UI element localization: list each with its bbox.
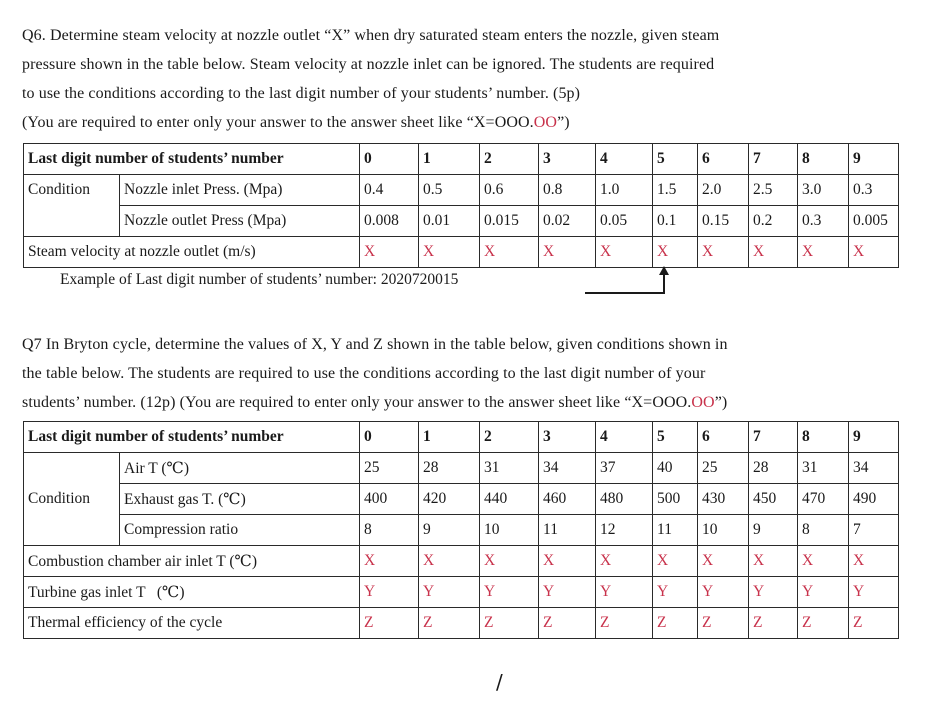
q7-air-row	[24, 453, 899, 484]
q7-y-unknown: Y	[698, 577, 749, 608]
q7-efficiency-label: Thermal efficiency of the cycle	[24, 608, 360, 639]
q6-velocity-unknown: X	[798, 237, 849, 268]
q7-z-unknown: Z	[539, 608, 596, 639]
q6-outlet-value: 0.01	[419, 206, 480, 237]
q7-digit: 6	[698, 422, 749, 453]
q7-air-label: Air T (℃)	[120, 453, 360, 484]
q6-inlet-value: 0.8	[539, 175, 596, 206]
q7-air-value: 34	[539, 453, 596, 484]
q6-outlet-value: 0.02	[539, 206, 596, 237]
q6-outlet-value: 0.008	[360, 206, 419, 237]
q7-ratio-row	[24, 515, 899, 546]
q7-ratio-value: 8	[360, 515, 419, 546]
q7-line-2: the table below. The students are required to use the conditions according to the last digit number of your	[22, 365, 706, 382]
q7-line-1: Q7 In Bryton cycle, determine the values of X, Y and Z shown in the table below, given conditions shown in	[22, 336, 728, 353]
q7-z-unknown: Z	[849, 608, 899, 639]
q7-combustion-row	[24, 546, 899, 577]
q7-x-unknown: X	[480, 546, 539, 577]
q7-exhaust-value: 470	[798, 484, 849, 515]
q7-digit: 0	[360, 422, 419, 453]
q7-digit: 9	[849, 422, 899, 453]
q7-exhaust-value: 460	[539, 484, 596, 515]
q7-x-unknown: X	[419, 546, 480, 577]
q7-air-value: 34	[849, 453, 899, 484]
q6-digit: 6	[698, 144, 749, 175]
q6-digit: 8	[798, 144, 849, 175]
q6-outlet-label: Nozzle outlet Press (Mpa)	[120, 206, 360, 237]
q7-z-unknown: Z	[360, 608, 419, 639]
q7-air-value: 37	[596, 453, 653, 484]
q7-condition-label: Condition	[24, 453, 120, 546]
q7-answer-format-suffix: ”)	[714, 394, 728, 411]
q7-air-value: 31	[480, 453, 539, 484]
q7-conditions-table	[23, 421, 899, 639]
q7-digit: 7	[749, 422, 798, 453]
q6-velocity-unknown: X	[419, 237, 480, 268]
q7-x-unknown: X	[798, 546, 849, 577]
q7-x-unknown: X	[849, 546, 899, 577]
q7-y-unknown: Y	[480, 577, 539, 608]
q7-ratio-value: 11	[539, 515, 596, 546]
q6-line-2: pressure shown in the table below. Steam velocity at nozzle inlet can be ignored. The students are required	[22, 56, 715, 73]
q6-inlet-value: 1.0	[596, 175, 653, 206]
q7-ratio-value: 8	[798, 515, 849, 546]
q6-example-label: Example of Last digit number of students’ number:	[60, 271, 381, 288]
q6-outlet-value: 0.3	[798, 206, 849, 237]
q7-turbine-row	[24, 577, 899, 608]
q7-ratio-value: 10	[698, 515, 749, 546]
q7-y-unknown: Y	[798, 577, 849, 608]
q7-exhaust-value: 420	[419, 484, 480, 515]
q6-velocity-unknown: X	[849, 237, 899, 268]
q7-ratio-label: Compression ratio	[120, 515, 360, 546]
q7-z-unknown: Z	[798, 608, 849, 639]
q7-exhaust-value: 440	[480, 484, 539, 515]
q6-inlet-value: 0.4	[360, 175, 419, 206]
q6-velocity-unknown: X	[480, 237, 539, 268]
q7-digit: 8	[798, 422, 849, 453]
q7-air-value: 25	[360, 453, 419, 484]
q6-velocity-unknown: X	[539, 237, 596, 268]
q6-inlet-value: 1.5	[653, 175, 698, 206]
q7-y-unknown: Y	[849, 577, 899, 608]
q6-outlet-value: 0.15	[698, 206, 749, 237]
q7-ratio-value: 9	[749, 515, 798, 546]
q6-outlet-value: 0.05	[596, 206, 653, 237]
q7-z-unknown: Z	[698, 608, 749, 639]
q6-condition-label: Condition	[24, 175, 120, 237]
q7-efficiency-row	[24, 608, 899, 639]
q6-outlet-value: 0.005	[849, 206, 899, 237]
q6-digit: 9	[849, 144, 899, 175]
q7-exhaust-value: 400	[360, 484, 419, 515]
q6-inlet-value: 0.3	[849, 175, 899, 206]
q7-digit: 1	[419, 422, 480, 453]
q6-answer-format-int: OOO.	[494, 114, 534, 131]
q6-velocity-unknown: X	[653, 237, 698, 268]
q7-ratio-value: 9	[419, 515, 480, 546]
q7-header-label: Last digit number of students’ number	[24, 422, 360, 453]
q7-exhaust-value: 490	[849, 484, 899, 515]
q6-example-number: 2020720015	[380, 271, 459, 288]
q7-exhaust-value: 500	[653, 484, 698, 515]
q6-velocity-unknown: X	[360, 237, 419, 268]
q7-y-unknown: Y	[749, 577, 798, 608]
q7-air-value: 25	[698, 453, 749, 484]
q7-combustion-label: Combustion chamber air inlet T (℃)	[24, 546, 360, 577]
q6-velocity-unknown: X	[596, 237, 653, 268]
q7-exhaust-value: 480	[596, 484, 653, 515]
q6-answer-format-suffix: ”)	[557, 114, 570, 131]
q7-x-unknown: X	[749, 546, 798, 577]
q7-y-unknown: Y	[360, 577, 419, 608]
q6-inlet-value: 0.6	[480, 175, 539, 206]
q6-outlet-value: 0.015	[480, 206, 539, 237]
q7-z-unknown: Z	[653, 608, 698, 639]
q7-header-row	[24, 422, 899, 453]
q6-digit: 2	[480, 144, 539, 175]
q7-question	[22, 330, 914, 417]
q6-inlet-value: 0.5	[419, 175, 480, 206]
q7-line-3	[22, 388, 914, 417]
q6-velocity-label: Steam velocity at nozzle outlet (m/s)	[24, 237, 360, 268]
q7-turbine-label: Turbine gas inlet T (℃)	[24, 577, 360, 608]
q6-digit: 7	[749, 144, 798, 175]
q7-air-value: 28	[749, 453, 798, 484]
q6-inlet-value: 2.0	[698, 175, 749, 206]
page-mark: /	[496, 670, 503, 694]
q7-y-unknown: Y	[419, 577, 480, 608]
q7-digit: 5	[653, 422, 698, 453]
q7-x-unknown: X	[539, 546, 596, 577]
q6-inlet-value: 2.5	[749, 175, 798, 206]
q7-digit: 3	[539, 422, 596, 453]
q6-line-1: Q6. Determine steam velocity at nozzle outlet “X” when dry saturated steam enters the nozzle, given steam	[22, 27, 720, 44]
q6-digit: 3	[539, 144, 596, 175]
q7-exhaust-row	[24, 484, 899, 515]
q7-x-unknown: X	[596, 546, 653, 577]
q7-x-unknown: X	[653, 546, 698, 577]
q7-x-unknown: X	[698, 546, 749, 577]
q6-inlet-value: 3.0	[798, 175, 849, 206]
q7-ratio-value: 7	[849, 515, 899, 546]
q7-y-unknown: Y	[539, 577, 596, 608]
q7-z-unknown: Z	[480, 608, 539, 639]
q6-outlet-value: 0.2	[749, 206, 798, 237]
q7-y-unknown: Y	[596, 577, 653, 608]
q7-digit: 2	[480, 422, 539, 453]
q7-ratio-value: 10	[480, 515, 539, 546]
q7-air-value: 31	[798, 453, 849, 484]
q6-digit: 4	[596, 144, 653, 175]
q6-velocity-unknown: X	[749, 237, 798, 268]
q7-exhaust-value: 450	[749, 484, 798, 515]
q7-exhaust-value: 430	[698, 484, 749, 515]
q6-digit: 5	[653, 144, 698, 175]
q6-line-3: to use the conditions according to the last digit number of your students’ number. (5p)	[22, 85, 581, 102]
q6-outlet-value: 0.1	[653, 206, 698, 237]
q7-answer-format-int: OOO.	[652, 394, 692, 411]
q6-answer-format-prefix: (You are required to enter only your answer to the answer sheet like “X=	[22, 114, 495, 131]
q7-ratio-value: 12	[596, 515, 653, 546]
q7-y-unknown: Y	[653, 577, 698, 608]
q7-answer-format-decimals: OO	[691, 394, 715, 411]
q7-z-unknown: Z	[419, 608, 480, 639]
q6-answer-format-decimals: OO	[533, 114, 558, 131]
q6-velocity-unknown: X	[698, 237, 749, 268]
q7-exhaust-label: Exhaust gas T. (℃)	[120, 484, 360, 515]
q6-digit: 0	[360, 144, 419, 175]
q7-air-value: 40	[653, 453, 698, 484]
q7-ratio-value: 11	[653, 515, 698, 546]
q7-x-unknown: X	[360, 546, 419, 577]
q7-z-unknown: Z	[749, 608, 798, 639]
q6-inlet-label: Nozzle inlet Press. (Mpa)	[120, 175, 360, 206]
q6-header-label: Last digit number of students’ number	[24, 144, 360, 175]
q7-answer-format-prefix: students’ number. (12p) (You are required to enter only your answer to the answer sheet like “X=	[22, 394, 653, 411]
q7-air-value: 28	[419, 453, 480, 484]
q6-digit: 1	[419, 144, 480, 175]
q7-digit: 4	[596, 422, 653, 453]
q7-z-unknown: Z	[596, 608, 653, 639]
